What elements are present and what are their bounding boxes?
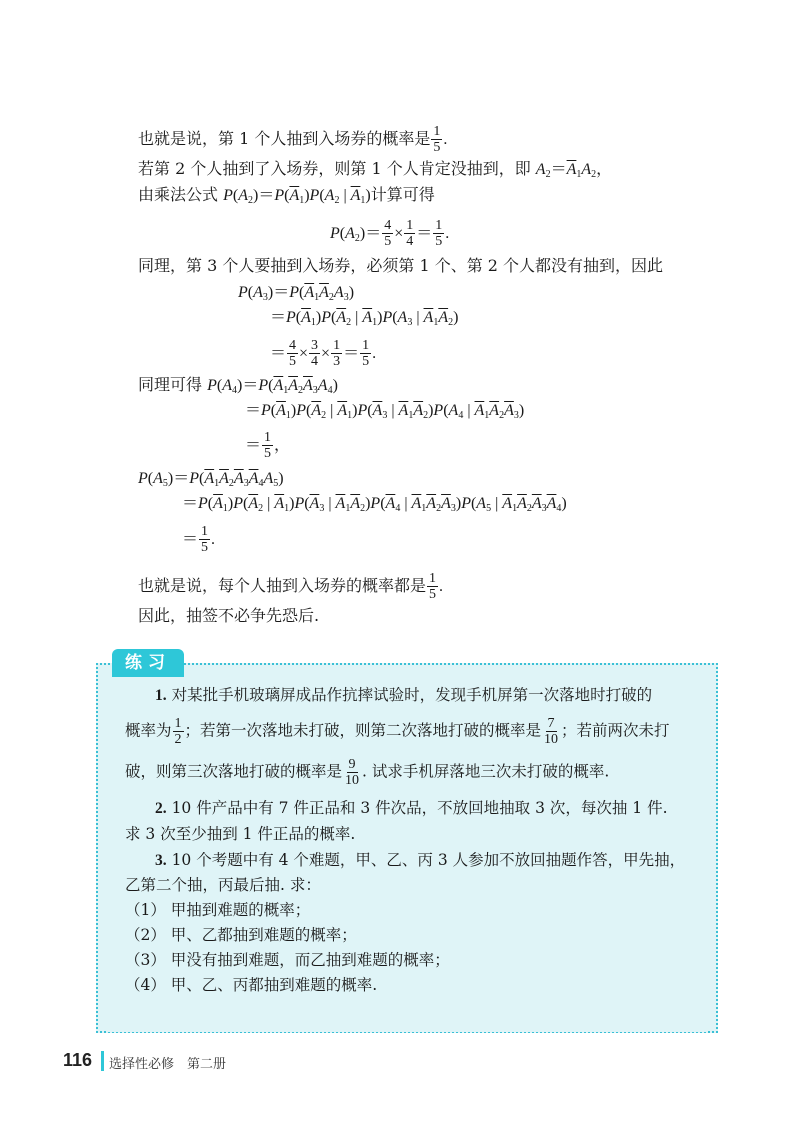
formula: 同理可得 $P(A_4)=P(\overline{A}_1\overline{A}_2\overline{A}_3A_4)$ [138, 375, 338, 396]
formula: $=P(\overline{A}_1)P(\overline{A}_2$ | $\overline{A}_1)P(\overline{A}_3$ | $\overline{A}_1\overline{A}_2)P(\overline{A}_4$ | $\overline{A}_1\overline{A}_2\overline{A}_3)P(A_5$ | $\overline{A}_1\overline{A}_2\overline{A}_3\overline{A}_4$) [182, 495, 567, 514]
text-line: 同理，第 3 个人要抽到入场券，必须第 1 个、第 2 个人都没有抽到，因此 [138, 256, 664, 275]
footer-divider [101, 1051, 104, 1071]
text-line: 若第 2 个人抽到了入场券，则第 1 个人肯定没抽到，即 $A_2=\overline{A}_1A_2$， [138, 159, 613, 180]
text-line: 也就是说，每个人抽到入场券的概率都是 $\frac{1}{5}$ . [138, 571, 444, 602]
formula: $P(A_2)=$ $\frac{4}{5}$ × $\frac{1}{4}$ ＝ $\frac{1}{5}$ . [330, 218, 450, 249]
fraction: $\frac{1}{5}$ [433, 124, 441, 155]
formula: ＝ $\frac{1}{5}$ ， [245, 430, 291, 461]
formula: $=P(\overline{A}_1)P(\overline{A}_2$ | $\overline{A}_1)P(\overline{A}_3$ | $\overline{A}_1\overline{A}_2)P(A_4$ | $\overline{A}_1\overline{A}_2\overline{A}_3$) [245, 402, 525, 421]
text-line: 因此，抽签不必争先恐后. [138, 606, 320, 625]
question-3: 3. 10 个考题中有 4 个难题，甲、乙、丙 3 人参加不放回抽题作答，甲先抽， [155, 851, 686, 869]
question-1-line3: 破，则第三次落地打破的概率是 $\frac{9}{10}$ . 试求手机屏落地三次未打破的概率. [125, 757, 610, 788]
question-3-item-1: （1） 甲抽到难题的概率； [125, 901, 311, 919]
question-1: 1. 对某批手机玻璃屏成品作抗摔试验时，发现手机屏第一次落地时打破的 [155, 686, 653, 704]
formula: ＝ $\frac{1}{5}$ . [182, 524, 216, 555]
question-1-line2: 概率为 $\frac{1}{2}$ ；若第一次落地未打破，则第二次落地打破的概率是 $\frac{7}{10}$ ；若前两次未打 [125, 716, 670, 747]
text-line: 也就是说，第 1 个人抽到入场券的概率是 $\frac{1}{5}$ . [138, 124, 448, 155]
formula: ＝ $\frac{4}{5}$ × $\frac{3}{4}$ × $\frac{1}{3}$ ＝ $\frac{1}{5}$ . [270, 338, 377, 369]
question-3-item-4: （4） 甲、乙、丙都抽到难题的概率. [125, 976, 378, 994]
formula: $P(A_5)=P(\overline{A}_1\overline{A}_2\overline{A}_3\overline{A}_4A_5)$ [138, 470, 284, 489]
exercise-tab: 练习 [112, 649, 184, 677]
formula: $P(A_3)=P(\overline{A}_1\overline{A}_2A_3)$ [238, 284, 355, 303]
page-number: 116 [63, 1050, 93, 1070]
question-2-line2: 求 3 次至少抽到 1 件正品的概率. [125, 825, 356, 843]
question-3-item-3: （3） 甲没有抽到难题，而乙抽到难题的概率； [125, 951, 450, 969]
question-2: 2. 10 件产品中有 7 件正品和 3 件次品，不放回地抽取 3 次，每次抽 1 件. [155, 799, 668, 817]
text-line: 由乘法公式 $P(A_2)=P(\overline{A}_1)P(A_2$ | $\overline{A}_1$)计算可得 [138, 185, 435, 206]
formula: $=P(\overline{A}_1)P(\overline{A}_2$ | $\overline{A}_1)P(A_3$ | $\overline{A}_1\overline{A}_2$) [270, 309, 459, 328]
question-3-line2: 乙第二个抽，丙最后抽. 求： [125, 876, 321, 894]
book-title: 选择性必修 第二册 [109, 1057, 227, 1072]
question-3-item-2: （2） 甲、乙都抽到难题的概率； [125, 926, 357, 944]
